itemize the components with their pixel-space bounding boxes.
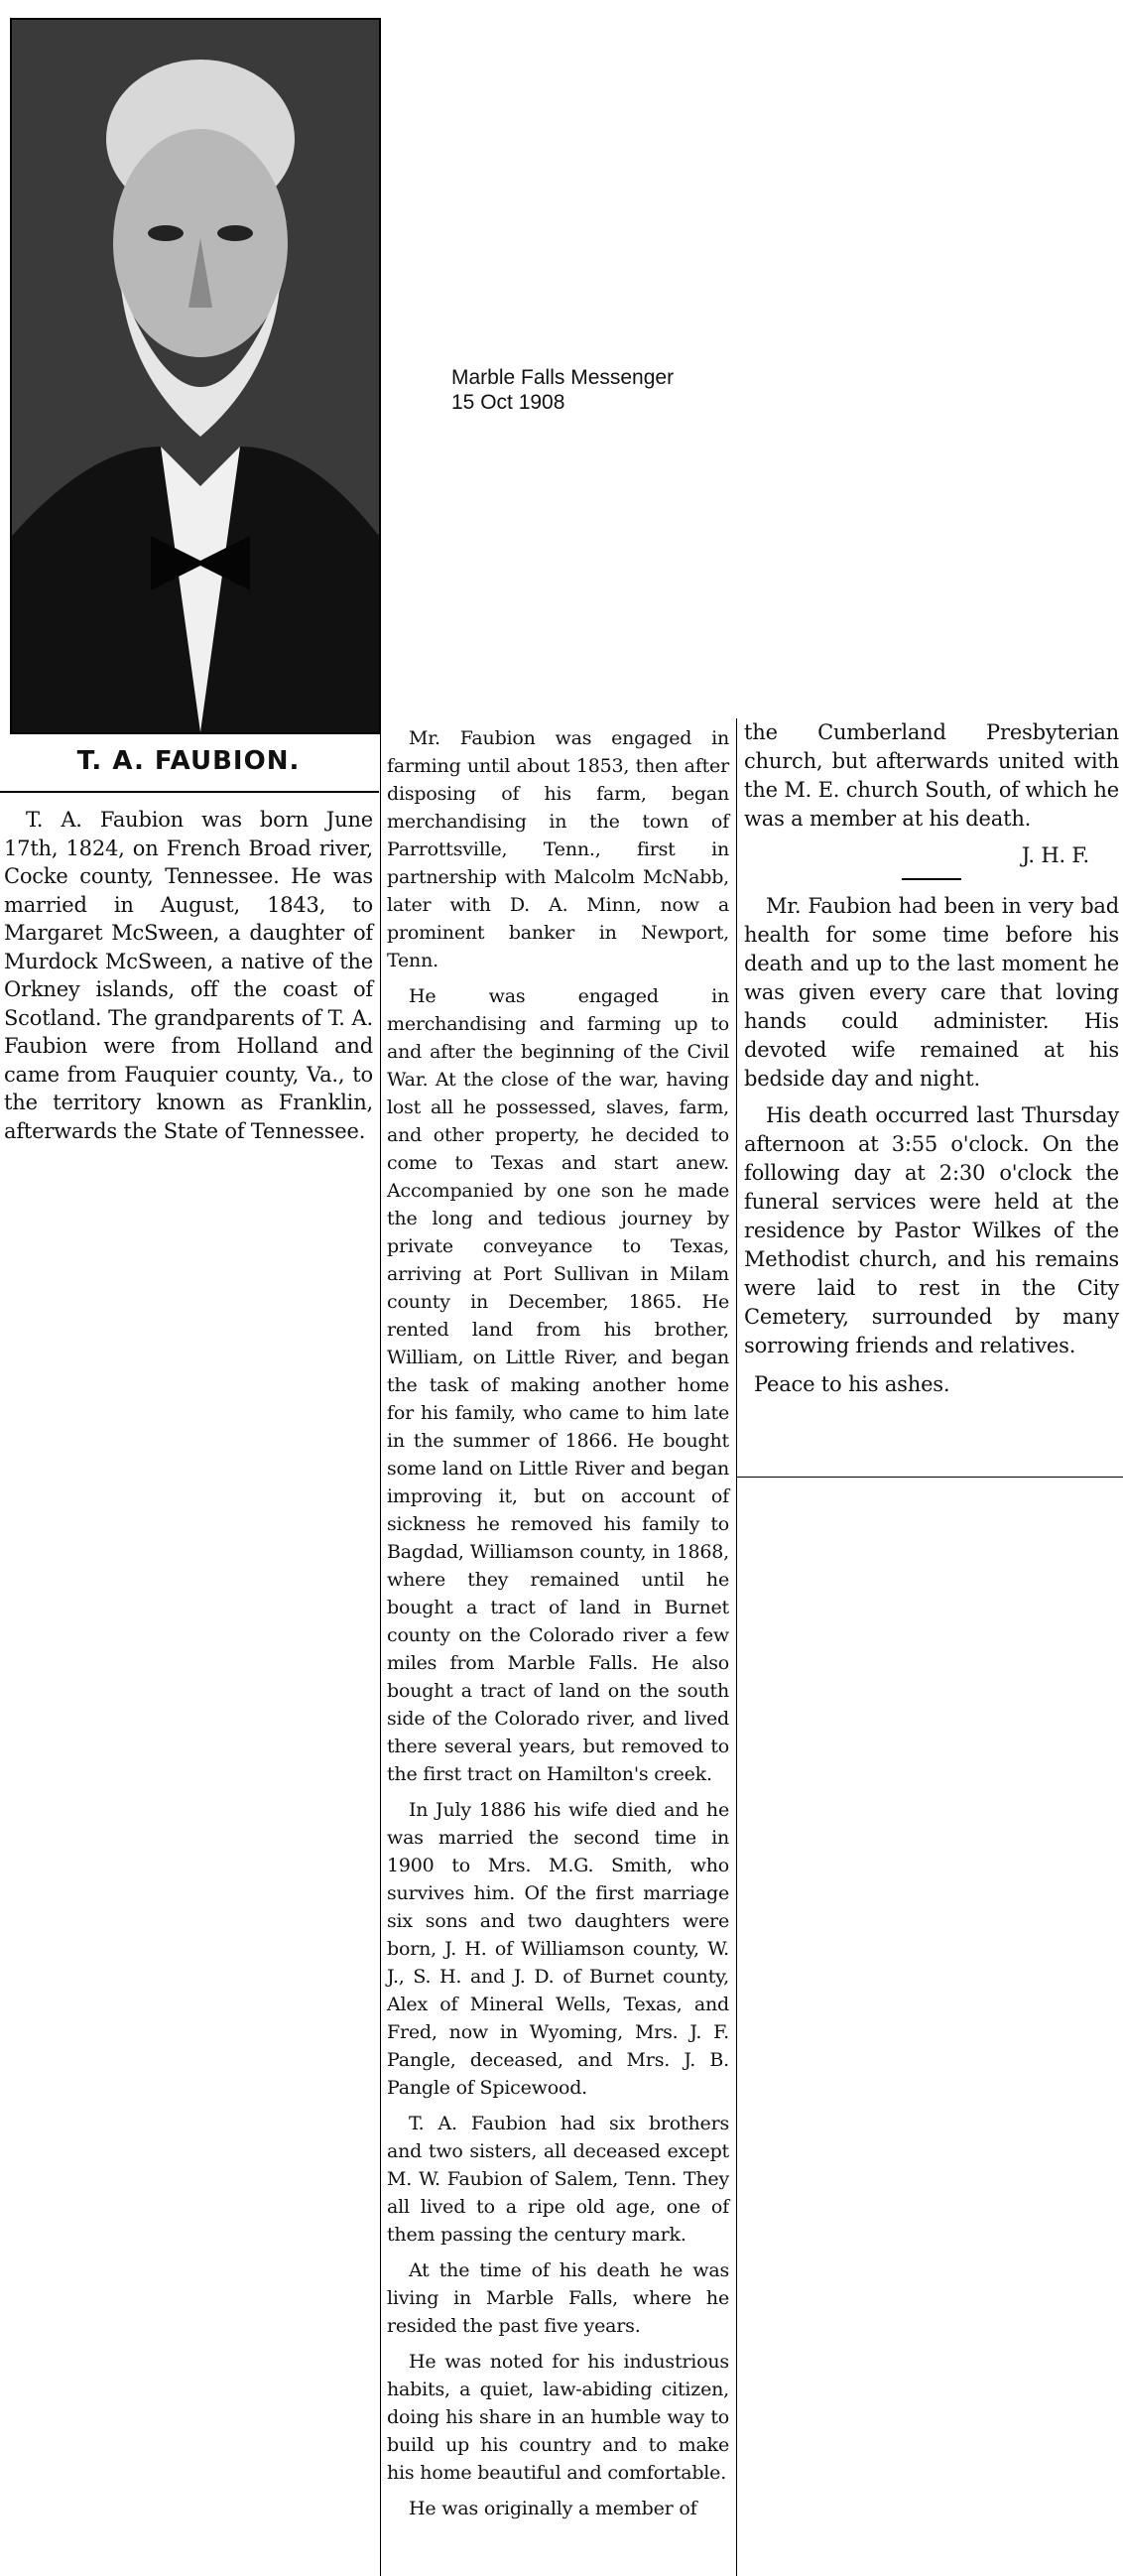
caption-underline bbox=[0, 791, 379, 793]
article-paragraph: He was originally a member of bbox=[409, 2498, 697, 2519]
column3-end-rule bbox=[736, 1477, 1123, 1478]
column-divider-left bbox=[380, 724, 381, 2576]
article-paragraph: T. A. Faubion had six brothers and two sisters, all deceased except M. W. Faubion of Salem, Tenn. They all lived to a ripe old age, one of them passing the century mark. bbox=[387, 2113, 729, 2246]
article-paragraph: the Cumberland Presbyterian church, but afterwards united with the M. E. church South, of which he was a member at his death. bbox=[744, 720, 1119, 831]
publication-name: Marble Falls Messenger bbox=[451, 366, 675, 389]
portrait-photo bbox=[10, 18, 381, 734]
article-paragraph: Mr. Faubion had been in very bad health for some time before his death and up to the last moment he was given every care that loving hands could administer. His devoted wife remained at his bedside day and night. bbox=[744, 894, 1119, 1091]
article-paragraph: At the time of his death he was living in Marble Falls, where he resided the past five years. bbox=[387, 2259, 729, 2337]
article-column-3 bbox=[744, 718, 1119, 1407]
article-paragraph: In July 1886 his wife died and he was married the second time in 1900 to Mrs. M.G. Smith, who survives him. Of the first marriage six sons and two daughters were born, J. H. of Williamson county, W. J., S. H. and J. D. of Burnet county, Alex of Mineral Wells, Texas, and Fred, now in Wyoming, Mrs. J. F. Pangle, deceased, and Mrs. J. B. Pangle of Spicewood. bbox=[387, 1799, 729, 2099]
publication-date: 15 Oct 1908 bbox=[451, 391, 565, 414]
author-signature: J. H. F. bbox=[1021, 843, 1089, 867]
article-paragraph: T. A. Faubion was born June 17th, 1824, on French Broad river, Cocke county, Tennessee. He was married in August, 1843, to Margaret McSween, a daughter of Murdock McSween, a native of the Orkney islands, off the coast of Scotland. The grandparents of T. A. Faubion were from Holland and came from Fauquier county, Va., to the territory known as Franklin, afterwards the State of Tennessee. bbox=[4, 808, 373, 1143]
photo-bottom-rule bbox=[10, 732, 379, 733]
article-paragraph: His death occurred last Thursday afternoon at 3:55 o'clock. On the following day at 2:30 o'clock the funeral services were held at the residence by Pastor Wilkes of the Methodist church, and his remains were laid to rest in the City Cemetery, surrounded by many sorrowing friends and relatives. bbox=[744, 1103, 1119, 1357]
article-paragraph: Mr. Faubion was engaged in farming until about 1853, then after disposing of his farm, began merchandising in the town of Parrottsville, Tenn., first in partnership with Malcolm McNabb, later with D. A. Minn, now a prominent banker in Newport, Tenn. bbox=[387, 727, 729, 971]
column-divider-right bbox=[736, 718, 737, 2576]
source-citation bbox=[451, 365, 674, 415]
article-column-1 bbox=[4, 806, 373, 1153]
photo-caption: T. A. FAUBION. bbox=[76, 746, 301, 776]
article-paragraph: He was engaged in merchandising and farming up to and after the beginning of the Civil War. At the close of the war, having lost all he possessed, slaves, farm, and other property, he decided to come to Texas and start anew. Accompanied by one son he made the long and tedious journey by private conveyance to Texas, arriving at Port Sullivan in Milam county in December, 1865. He rented land from his brother, William, on Little River, and began the task of making another home for his family, who came to him late in the summer of 1866. He bought some land on Little River and began improving it, but on account of sickness he removed his family to Bagdad, Williamson county, in 1868, where they remained until he bought a tract of land in Burnet county on the Colorado river a few miles from Marble Falls. He also bought a tract of land on the south side of the Colorado river, and lived there several years, but removed to the first tract on Hamilton's creek. bbox=[387, 985, 729, 1785]
section-separator bbox=[902, 878, 961, 880]
closing-line: Peace to his ashes. bbox=[754, 1372, 950, 1396]
article-paragraph: He was noted for his industrious habits, a quiet, law-abiding citizen, doing his share in an humble way to build up his country and to make his home beautiful and comfortable. bbox=[387, 2351, 729, 2484]
article-column-2 bbox=[387, 724, 729, 2530]
